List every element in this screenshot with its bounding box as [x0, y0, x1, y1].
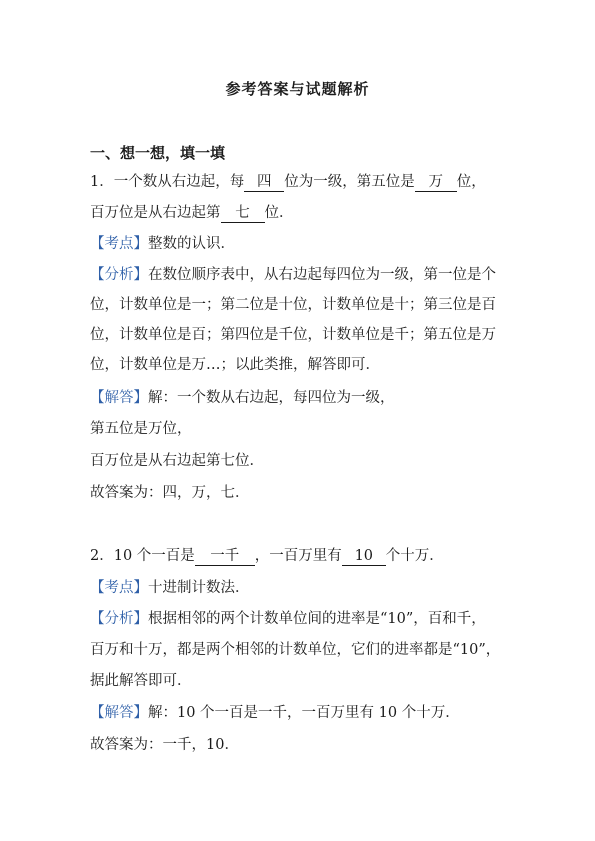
- q1-jieda-line-1: [90, 388, 520, 408]
- q1-blank-b: 万: [415, 174, 457, 192]
- q2-kaodian-text: 十进制计数法．: [148, 580, 250, 596]
- q1-stem-e: 位．: [264, 205, 294, 221]
- q1-jieda-tag: 【解答】: [90, 390, 148, 406]
- q2-kaodian-tag: 【考点】: [90, 580, 148, 596]
- q1-stem-a: 1．一个数从右边起，每: [90, 174, 245, 190]
- q1-kaodian-text: 整数的认识．: [148, 236, 235, 252]
- q2-blank-a: 一千: [195, 548, 255, 566]
- q1-fenxi-line-1: [90, 265, 520, 285]
- q1-fenxi-line-2: 位，计数单位是一；第二位是十位，计数单位是十；第三位是百: [90, 297, 496, 313]
- q1-stem-c: 位，: [456, 174, 486, 190]
- q2-fenxi-line-3: 据此解答即可．: [90, 673, 192, 689]
- section-heading: 一、想一想，填一填: [90, 144, 226, 162]
- q1-blank-c: 七: [221, 205, 265, 223]
- q2-jieda-text-1: 解：10 个一百是一千，一百万里有 10 个十万．: [148, 705, 460, 721]
- q2-jieda-tag: 【解答】: [90, 705, 148, 721]
- q1-stem-b: 位为一级，第五位是: [284, 174, 415, 190]
- q2-blank-b: 10: [342, 548, 386, 566]
- q1-jieda-text-1: 解：一个数从右边起，每四位为一级，: [148, 390, 395, 406]
- q1-fenxi-line-3: 位，计数单位是百；第四位是千位，计数单位是千；第五位是万: [90, 327, 496, 343]
- page-title: 参考答案与试题解析: [225, 80, 370, 98]
- q2-stem-line: [90, 546, 520, 566]
- q2-stem-b: ，一百万里有: [254, 548, 342, 564]
- q1-stem-line-2: [90, 203, 520, 223]
- q2-fenxi-line-2: 百万和十万，都是两个相邻的计数单位，它们的进率都是“10”，: [90, 642, 501, 658]
- q2-kaodian: [90, 578, 520, 598]
- q2-fenxi-line-1: [90, 609, 520, 629]
- q2-stem-c: 个十万．: [385, 548, 444, 564]
- q2-stem-a: 2．10 个一百是: [90, 548, 195, 564]
- q1-fenxi-tag: 【分析】: [90, 267, 148, 283]
- q2-answer: 故答案为：一千，10．: [90, 737, 239, 753]
- q2-fenxi-text-1: 根据相邻的两个计数单位间的进率是“10”，百和千，: [148, 611, 486, 627]
- q1-stem-line-1: [90, 172, 520, 192]
- q1-kaodian: [90, 234, 520, 254]
- q1-fenxi-text-1: 在数位顺序表中，从右边起每四位为一级，第一位是个: [148, 267, 496, 283]
- q2-jieda-line-1: [90, 703, 520, 723]
- q1-jieda-line-3: 百万位是从右边起第七位．: [90, 453, 264, 469]
- q1-blank-a: 四: [244, 174, 284, 192]
- q2-fenxi-tag: 【分析】: [90, 611, 148, 627]
- q1-fenxi-line-4: 位，计数单位是万…；以此类推，解答即可．: [90, 357, 380, 373]
- q1-jieda-line-2: 第五位是万位，: [90, 421, 192, 437]
- q1-stem-d: 百万位是从右边起第: [90, 205, 221, 221]
- q1-kaodian-tag: 【考点】: [90, 236, 148, 252]
- q1-answer: 故答案为：四，万，七．: [90, 485, 250, 501]
